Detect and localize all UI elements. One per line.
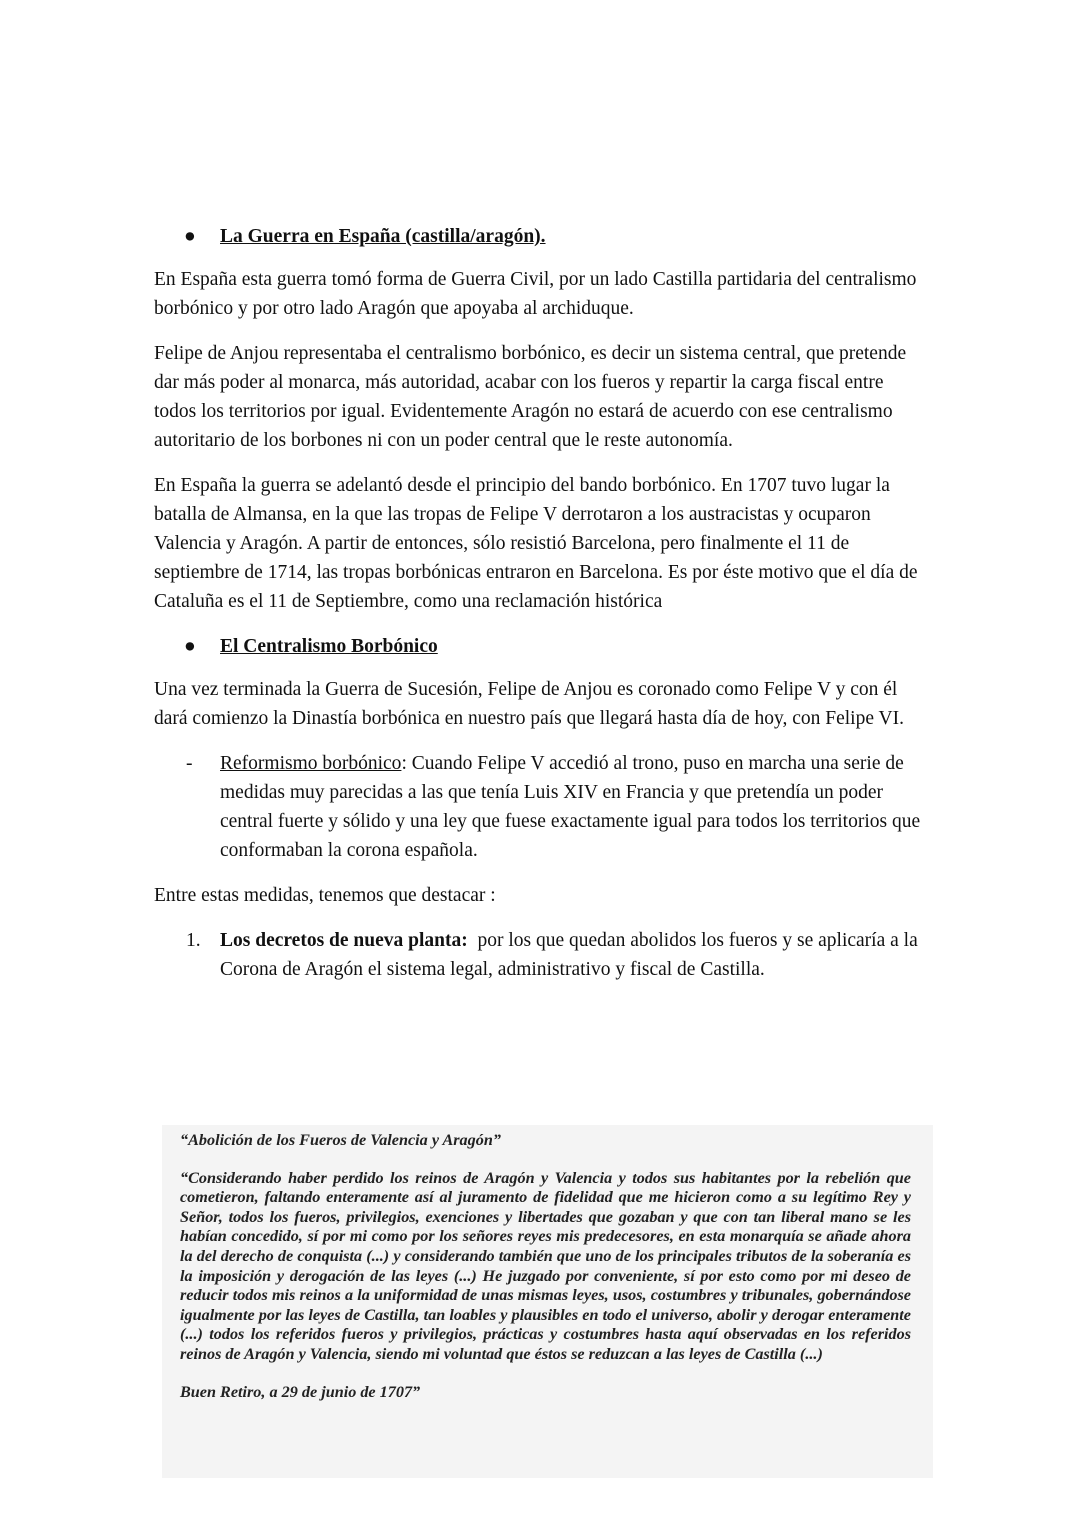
quote-signature: Buen Retiro, a 29 de junio de 1707” xyxy=(180,1382,421,1401)
item-text: : Cuando Felipe V accedió al trono, puso en marcha una serie de medidas muy parecidas a las que tenía Luis XIV en Francia y que pretendía un poder central fuerte y sólido y una ley que fuese exactamente igual para todos los territorios que conformaban la corona española. xyxy=(220,753,921,861)
section-heading-guerra xyxy=(154,222,924,251)
bullet-icon: ● xyxy=(184,636,196,657)
heading-text: El Centralismo Borbónico xyxy=(220,636,438,657)
term: Reformismo borbónico xyxy=(220,753,402,774)
document-body xyxy=(154,222,924,1000)
quote-image xyxy=(162,1125,933,1478)
item-text: por los que quedan abolidos los fueros y se aplicaría a la Corona de Aragón el sistema legal, administrativo y fiscal de Castilla. xyxy=(220,930,923,980)
term: Los decretos de nueva planta: xyxy=(220,930,468,951)
paragraph: En España la guerra se adelantó desde el principio del bando borbónico. En 1707 tuvo lugar la batalla de Almansa, en la que las tropas de Felipe V derrotaron a los austracistas y ocuparon Valencia y Aragón. A partir de entonces, sólo resistió Barcelona, pero finalmente el 11 de septiembre de 1714, las tropas borbónicas entraron en Barcelona. Es por éste motivo que el día de Cataluña es el 11 de Septiembre, como una reclamación histórica xyxy=(154,475,918,612)
paragraph: Felipe de Anjou representaba el centralismo borbónico, es decir un sistema central, que pretende dar más poder al monarca, más autoridad, acabar con los fueros y repartir la carga fiscal entre todos los territorios por igual. Evidentemente Aragón no estará de acuerdo con ese centralismo autoritario de los borbones ni con un poder central que le reste autonomía. xyxy=(154,343,907,451)
numbered-list-item xyxy=(154,926,924,984)
heading-text: La Guerra en España (castilla/aragón). xyxy=(220,226,546,247)
number-marker: 1. xyxy=(186,930,201,951)
quote-title: “Abolición de los Fueros de Valencia y Aragón” xyxy=(180,1131,501,1149)
paragraph: Entre estas medidas, tenemos que destacar : xyxy=(154,885,496,906)
bullet-icon: ● xyxy=(184,226,196,247)
dash-marker: - xyxy=(186,753,193,774)
quote-body: “Considerando haber perdido los reinos de Aragón y Valencia y todos sus habitantes por la rebelión que cometieron, faltando enteramente así al juramento de fidelidad que me hicieron como a su legítimo Rey y Señor, todos los fueros, privilegios, exenciones y libertades que gozaban y que con tan liberal mano se les habían concedido, sí por mi como por los señores reyes mis predecesores, en esta monarquía se añade ahora la del derecho de conquista (...) y considerando también que uno de los principales tributos de la soberanía es la imposición y derogación de las leyes (...) He juzgado por conveniente, sí por esto como por mi deseo de reducir todos mis reinos a la uniformidad de unas mismas leyes, usos, costumbres y tribunales, gobernándose igualmente por las leyes de Castilla, tan loables y plausibles en todo el universo, abolir y derogar enteramente (...) todos los referidos fueros y privilegios, prácticas y costumbres hasta aquí observadas en los referidos reinos de Aragón y Valencia, siendo mi voluntad que éstos se reduzcan a las leyes de Castilla (...) xyxy=(180,1168,911,1363)
dash-list-item xyxy=(154,749,924,865)
paragraph: En España esta guerra tomó forma de Guerra Civil, por un lado Castilla partidaria del centralismo borbónico y por otro lado Aragón que apoyaba al archiduque. xyxy=(154,269,917,319)
paragraph: Una vez terminada la Guerra de Sucesión, Felipe de Anjou es coronado como Felipe V y con él dará comienzo la Dinastía borbónica en nuestro país que llegará hasta día de hoy, con Felipe VI. xyxy=(154,679,904,729)
section-heading-centralismo xyxy=(154,632,924,661)
